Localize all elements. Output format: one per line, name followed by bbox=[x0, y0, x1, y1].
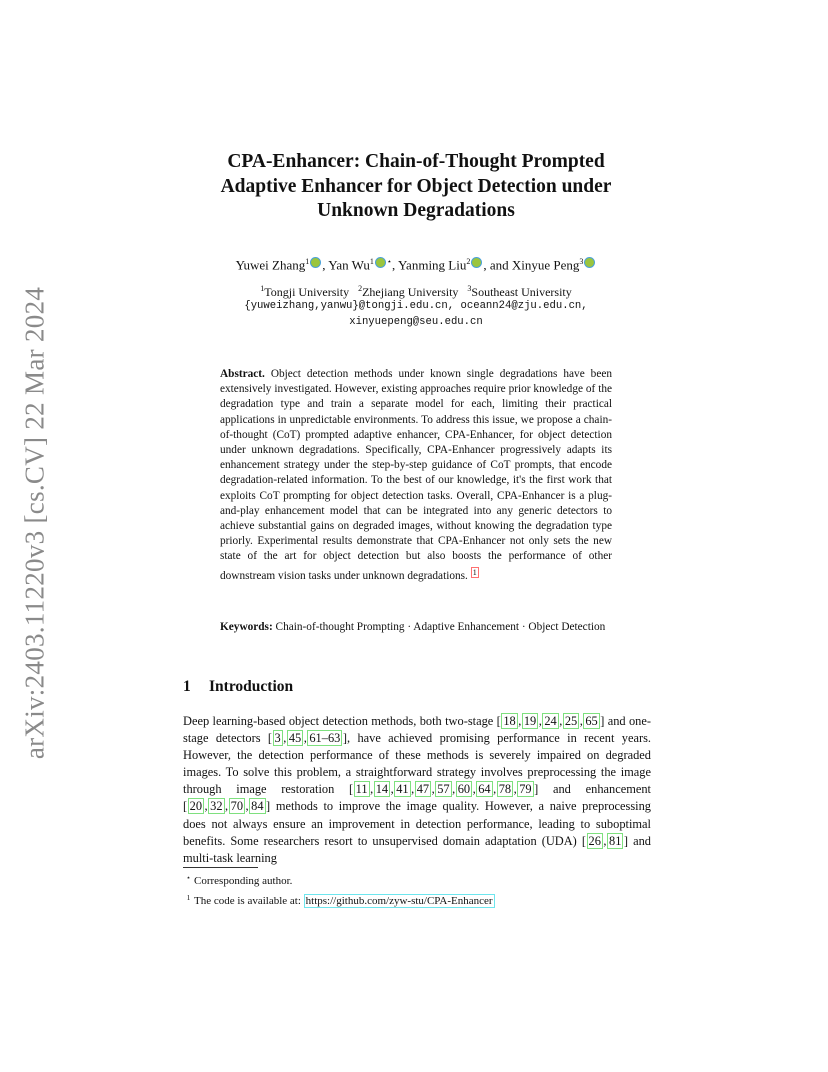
footnote bbox=[183, 870, 651, 890]
author-affil-sup: 2 bbox=[466, 257, 471, 266]
citation-link[interactable]: 47 bbox=[416, 782, 430, 797]
intro-text: and one-stage detectors bbox=[183, 714, 651, 746]
section-heading bbox=[183, 678, 293, 696]
orcid-icon[interactable] bbox=[310, 257, 321, 268]
citation-group: [ 18 , 19 , 24 , 25 , 65 ] bbox=[496, 714, 605, 728]
intro-text: and enhancement bbox=[538, 782, 651, 797]
author-affil-sup: 3 bbox=[579, 257, 584, 266]
citation-link[interactable]: 60 bbox=[457, 782, 471, 797]
title-line: Adaptive Enhancer for Object Detection under bbox=[220, 175, 612, 197]
author-affil-sup: 1 bbox=[305, 257, 310, 266]
footnote bbox=[183, 890, 651, 910]
orcid-icon[interactable] bbox=[471, 257, 482, 268]
intro-paragraph bbox=[183, 713, 651, 867]
citation-link[interactable]: 57 bbox=[437, 782, 450, 797]
affil-sup: 1 bbox=[260, 284, 265, 293]
footnote-text: The code is available at: bbox=[194, 894, 304, 907]
citation-group: [ 11 , 14 , 41 , 47 , 57 , 60 , 64 , 78 , 79 ] bbox=[349, 782, 539, 797]
citation-link[interactable]: 24 bbox=[544, 714, 557, 728]
citation-link[interactable]: 81 bbox=[609, 833, 622, 848]
orcid-icon[interactable] bbox=[375, 257, 386, 268]
footnote-rule bbox=[183, 867, 258, 868]
citation-group: [ 26 , 81 ] bbox=[581, 833, 629, 848]
citation-link[interactable]: 64 bbox=[478, 782, 491, 797]
arxiv-side-stamp bbox=[10, 0, 60, 1072]
author-list bbox=[120, 253, 712, 274]
email-block bbox=[120, 298, 712, 330]
affiliation: Tongji University bbox=[264, 285, 350, 299]
author-separator: , bbox=[322, 257, 329, 273]
orcid-icon[interactable] bbox=[584, 257, 595, 268]
corresponding-star: ⋆ bbox=[386, 257, 392, 266]
footnote-mark: 1 bbox=[186, 892, 191, 902]
citation-link[interactable]: 20 bbox=[189, 799, 203, 814]
section-title: Introduction bbox=[209, 678, 294, 695]
intro-text: methods to improve the image quality. However, a naive preprocessing does not always ensure an improvement in detection performance, leading to suboptimal benefits. Some researchers resort to unsupervised domain adaptation (UDA) bbox=[183, 799, 651, 848]
title-line: Unknown Degradations bbox=[317, 200, 515, 221]
paper-title bbox=[150, 150, 682, 224]
citation-link[interactable]: 14 bbox=[375, 782, 389, 797]
footnotes bbox=[183, 870, 651, 909]
citation-group: [ 20 , 32 , 70 , 84 ] bbox=[183, 799, 271, 814]
keywords-label: Keywords: bbox=[220, 621, 273, 633]
citation-link[interactable]: 65 bbox=[585, 714, 598, 728]
section-number: 1 bbox=[183, 678, 191, 695]
email-line: xinyuepeng@seu.edu.cn bbox=[349, 316, 483, 328]
citation-link[interactable]: 3 bbox=[274, 731, 281, 746]
title-line: CPA-Enhancer: Chain-of-Thought Prompted bbox=[227, 151, 605, 172]
citation-link[interactable]: 45 bbox=[288, 731, 302, 746]
affiliation: Zhejiang University bbox=[362, 285, 459, 299]
keywords-text: Chain-of-thought Prompting · Adaptive Enhancement · Object Detection bbox=[275, 621, 606, 633]
citation-link[interactable]: 11 bbox=[355, 782, 368, 797]
citation-group: [ 3 , 45 , 61–63 ] bbox=[267, 731, 347, 746]
citation-link[interactable]: 79 bbox=[519, 782, 532, 797]
citation-link[interactable]: 18 bbox=[503, 714, 516, 728]
citation-link[interactable]: 70 bbox=[230, 799, 244, 814]
keywords bbox=[220, 620, 612, 635]
footnote-text: Corresponding author. bbox=[194, 875, 293, 887]
citation-link[interactable]: 19 bbox=[523, 714, 537, 728]
author-and: , and bbox=[483, 257, 512, 273]
citation-link[interactable]: 41 bbox=[396, 782, 409, 797]
citation-link[interactable]: 26 bbox=[588, 833, 601, 848]
intro-text: and multi-task learning bbox=[183, 833, 651, 865]
author-name: Yanming Liu bbox=[397, 257, 467, 273]
intro-text: , have achieved promising performance in recent years. However, the detection performance of these methods is severely impaired on degraded images. To solve this problem, a straightforward strategy involves preprocessing the image through image restoration bbox=[183, 731, 651, 797]
intro-text: Deep learning-based object detection methods, both two-stage bbox=[183, 714, 497, 728]
abstract-text: Object detection methods under known single degradations have been extensively investigated. However, existing approaches require prior knowledge of the degradation type and train a separate model for each, limiting their practical applications in unpredictable environments. To address this issue, we propose a chain-of-thought (CoT) prompted adaptive enhancer, CPA-Enhancer, for object detection under unknown degradations. Specifically, CPA-Enhancer progressively adapts its enhancement strategy under the step-by-step guidance of CoT prompts, that encode degradation-related information. To the best of our knowledge, it's the first work that exploits CoT prompting for object detection tasks. Overall, CPA-Enhancer is a plug-and-play enhancement model that can be integrated into any generic detectors to achieve substantial gains on degraded images, without knowing the degradation type priorly. Experimental results demonstrate that CPA-Enhancer not only sets the new state of the art for object detection but also boosts the performance of other downstream vision tasks under unknown degradations. bbox=[220, 368, 612, 582]
author-name: Xinyue Peng bbox=[511, 257, 580, 273]
affiliation: Southeast University bbox=[471, 285, 572, 299]
author-name: Yuwei Zhang bbox=[235, 257, 306, 273]
abstract bbox=[220, 367, 612, 584]
citation-link[interactable]: 78 bbox=[498, 782, 512, 797]
affil-sup: 3 bbox=[467, 284, 472, 293]
author-affil-sup: 1 bbox=[369, 257, 374, 266]
affil-sup: 2 bbox=[358, 284, 363, 293]
footnote-ref-link[interactable]: 1 bbox=[472, 567, 477, 577]
author-separator: , bbox=[391, 257, 398, 273]
arxiv-identifier: arXiv:2403.11220v3 [cs.CV] 22 Mar 2024 bbox=[19, 286, 50, 760]
abstract-label: Abstract. bbox=[220, 368, 265, 380]
citation-link[interactable]: 61–63 bbox=[309, 731, 341, 746]
email-line: {yuweizhang,yanwu}@tongji.edu.cn, oceann24@zju.edu.cn, bbox=[244, 300, 588, 312]
author-name: Yan Wu bbox=[328, 257, 370, 273]
footnote-mark: ⋆ bbox=[186, 873, 191, 882]
citation-link[interactable]: 25 bbox=[564, 714, 578, 728]
code-url-link[interactable]: https://github.com/zyw-stu/CPA-Enhancer bbox=[305, 894, 493, 907]
citation-link[interactable]: 84 bbox=[251, 799, 264, 814]
citation-link[interactable]: 32 bbox=[210, 799, 223, 814]
